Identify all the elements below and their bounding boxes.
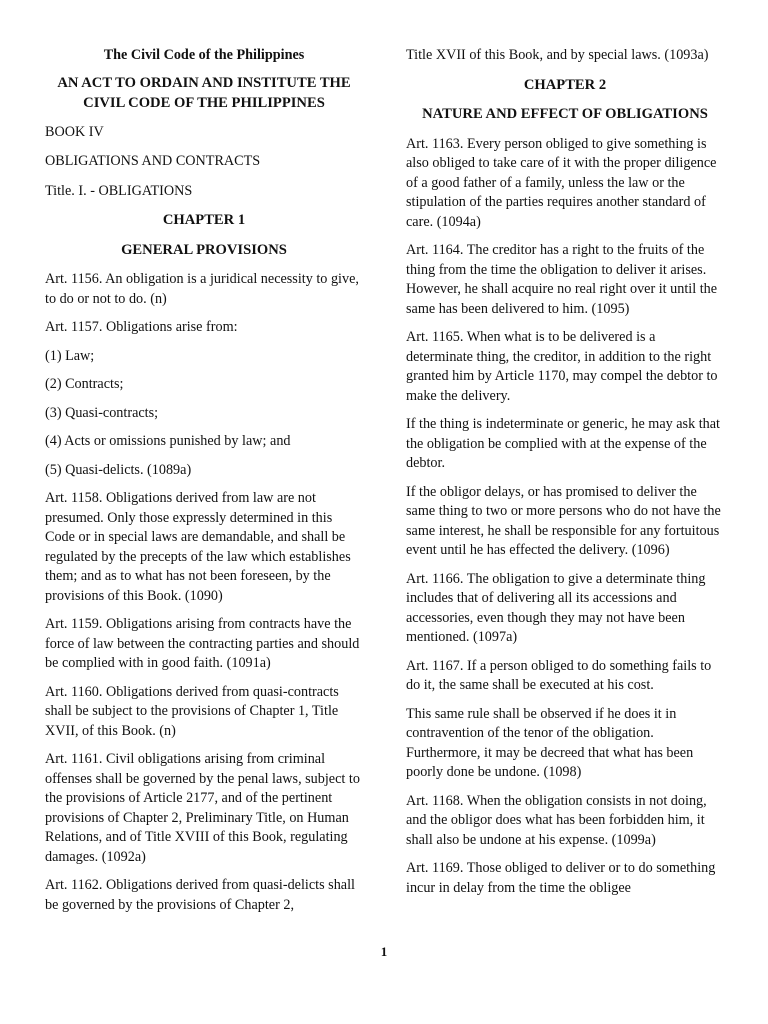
right-column: [406, 46, 724, 907]
left-column: [45, 46, 363, 924]
paragraph: If the obligor delays, or has promised to deliver the same thing to two or more persons who do not have the same interest, he shall be responsible for any fortuitous event until he has effected the delivery. (1096): [406, 483, 721, 558]
chapter-1-name: GENERAL PROVISIONS: [121, 241, 287, 258]
paragraph: (5) Quasi-delicts. (1089a): [45, 461, 192, 478]
paragraph: (4) Acts or omissions punished by law; and: [45, 433, 291, 449]
paragraph: Art. 1169. Those obliged to deliver or to do something incur in delay from the time the obligee: [406, 860, 716, 896]
paragraph: Art. 1161. Civil obligations arising from criminal offenses shall be governed by the penal laws, subject to the provisions of Article 2177, and of the pertinent provisions of Chapter 2, Preliminary Title, on Human Relations, and of Title XVIII of this Book, regulating damages. (1092a): [45, 751, 360, 865]
continuation-text: Title XVII of this Book, and by special laws. (1093a): [406, 47, 709, 63]
paragraph: Art. 1160. Obligations derived from quasi-contracts shall be subject to the provisions of Chapter 1, Title XVII, of this Book. (n): [45, 683, 339, 739]
page-number: 1: [380, 944, 388, 959]
book-subject: OBLIGATIONS AND CONTRACTS: [45, 153, 261, 169]
paragraph: Art. 1158. Obligations derived from law are not presumed. Only those expressly determined in this Code or in special laws are demandable, and shall be regulated by the precepts of the law which establishes them; and as to what has not been foreseen, by the provisions of this Book. (1090): [45, 490, 351, 604]
book-label: BOOK IV: [45, 123, 104, 140]
paragraph: Art. 1168. When the obligation consists in not doing, and the obligor does what has been forbidden him, it shall also be undone at his expense. (1099a): [406, 792, 707, 848]
paragraph: Art. 1157. Obligations arise from:: [45, 319, 238, 335]
paragraph: Art. 1167. If a person obliged to do something fails to do it, the same shall be executed at his cost.: [406, 657, 712, 693]
paragraph: Art. 1159. Obligations arising from contracts have the force of law between the contracting parties and should be complied with in good faith. (1091a): [45, 616, 360, 671]
paragraph: Art. 1164. The creditor has a right to the fruits of the thing from the time the obligation to deliver it arises. However, he shall acquire no real right over it until the same has been delivered to him. (1095): [406, 242, 718, 317]
paragraph: (2) Contracts;: [45, 376, 124, 392]
paragraph: (3) Quasi-contracts;: [45, 404, 159, 421]
paragraph: (1) Law;: [45, 347, 95, 364]
document-title: The Civil Code of the Philippines: [103, 47, 305, 63]
paragraph: Art. 1162. Obligations derived from quasi-delicts shall be governed by the provisions of Chapter 2,: [45, 877, 355, 913]
act-title: AN ACT TO ORDAIN AND INSTITUTE THE CIVIL CODE OF THE PHILIPPINES: [57, 74, 351, 111]
chapter-2-label: CHAPTER 2: [523, 76, 607, 93]
paragraph: If the thing is indeterminate or generic, he may ask that the obligation be complied with at the expense of the debtor.: [406, 416, 720, 471]
chapter-2-name: NATURE AND EFFECT OF OBLIGATIONS: [422, 106, 708, 122]
paragraph: Art. 1163. Every person obliged to give something is also obliged to take care of it with the proper diligence of a good father of a family, unless the law or the stipulation of the parties requires another standard of care. (1094a): [406, 135, 717, 230]
paragraph: Art. 1165. When what is to be delivered is a determinate thing, the creditor, in addition to the right granted him by Article 1170, may compel the debtor to make the delivery.: [406, 329, 718, 404]
paragraph: This same rule shall be observed if he does it in contravention of the tenor of the obligation. Furthermore, it may be decreed that what has been poorly done be undone. (1098): [406, 705, 694, 780]
chapter-1-label: CHAPTER 1: [162, 212, 246, 228]
paragraph: Art. 1156. An obligation is a juridical necessity to give, to do or not to do. (n): [45, 271, 359, 307]
paragraph: Art. 1166. The obligation to give a determinate thing includes that of delivering all its accessions and accessories, even though they may not have been mentioned. (1097a): [406, 570, 706, 645]
title-line: Title. I. - OBLIGATIONS: [45, 182, 193, 199]
